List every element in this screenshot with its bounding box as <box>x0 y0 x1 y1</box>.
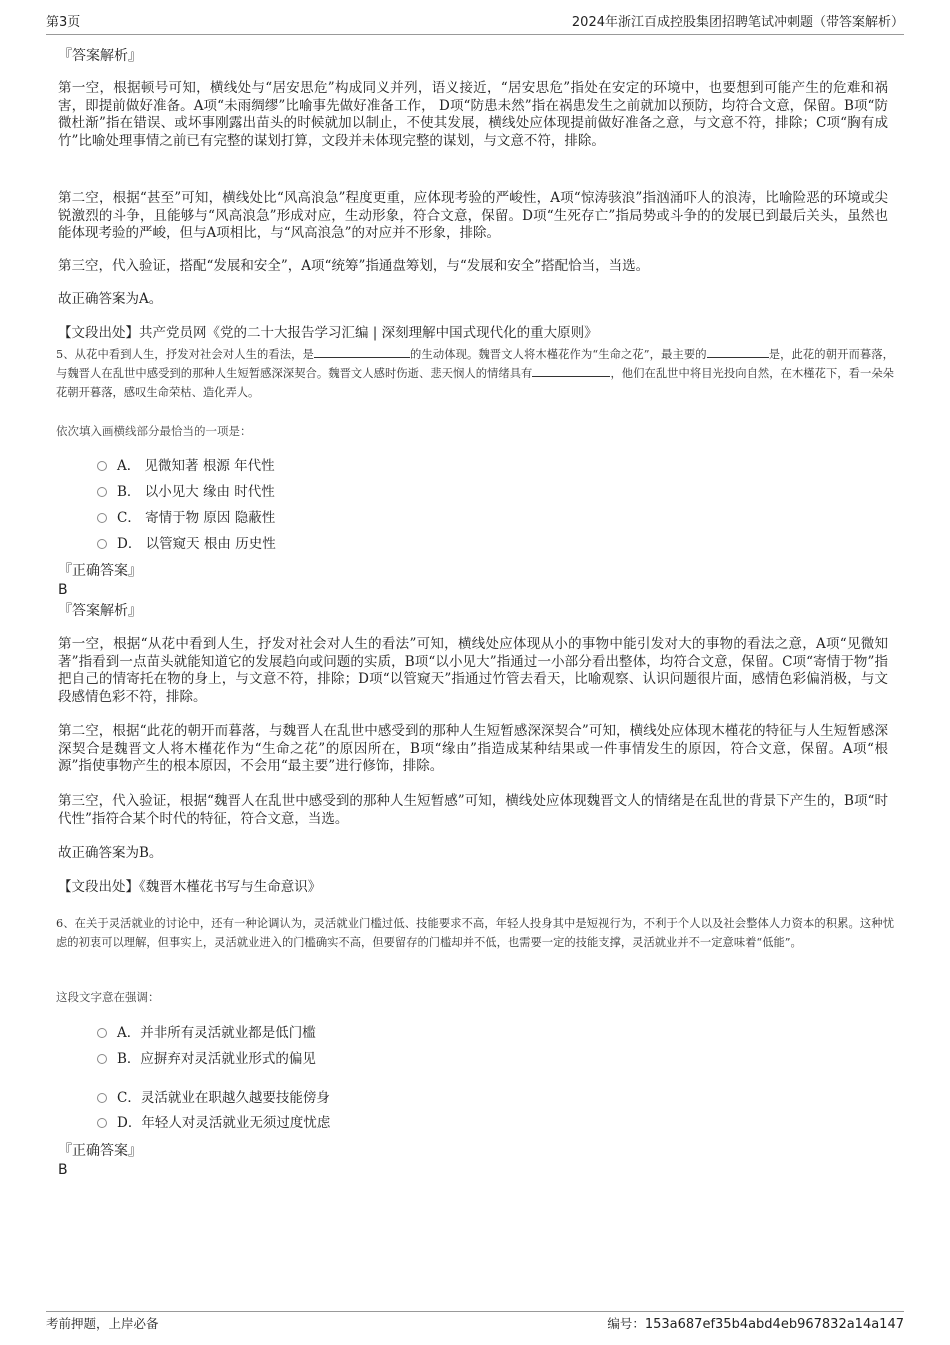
question-prompt: 依次填入画横线部分最恰当的一项是： <box>56 424 252 438</box>
radio-icon[interactable] <box>97 1054 107 1064</box>
page-header <box>46 12 904 35</box>
option-a[interactable]: A． 见微知著 根源 年代性 <box>97 457 275 475</box>
correct-answer: B <box>58 1162 68 1178</box>
analysis-paragraph: 第一空，根据“从花中看到人生，抒发对社会对人生的看法”可知，横线处应体现从小的事物中能引发对大的事物的看法之意，A项“见微知著”指看到一点苗头就能知道它的发展趋向或问题的实质，B项“以小见大”指通过一小部分看出整体，均符合文意，保留。C项“寄情于物”指把自己的情寄托在物的身上，与文意不符，排除；D项“以管窥天”指通过竹管去看天，比喻观察、认识问题很片面，感情色彩偏消极，与文段感情色彩不符，排除。 <box>58 636 888 705</box>
option-d[interactable]: D． 以管窥天 根由 历史性 <box>97 535 276 553</box>
option-a[interactable]: A．并非所有灵活就业都是低门槛 <box>97 1024 316 1042</box>
question-prompt: 这段文字意在强调： <box>56 990 160 1004</box>
page-number: 第3页 <box>46 15 81 30</box>
analysis-paragraph: 第三空，代入验证，根据“魏晋人在乱世中感受到的那种人生短暂感”可知，横线处应体现魏晋文人的情绪是在乱世的背景下产生的，B项“时代性”指符合某个时代的特征，符合文意，当选。 <box>58 793 888 827</box>
analysis-tag: 『答案解析』 <box>58 603 142 619</box>
option-c[interactable]: C．灵活就业在职越久越要技能傍身 <box>97 1089 330 1107</box>
radio-icon[interactable] <box>97 1118 107 1128</box>
radio-icon[interactable] <box>97 513 107 523</box>
document-code: 编号：153a687ef35b4abd4eb967832a14a147 <box>607 1316 904 1332</box>
radio-icon[interactable] <box>97 539 107 549</box>
source-note: 【文段出处】共产党员网《党的二十大报告学习汇编 | 深刻理解中国式现代化的重大原则》 <box>58 325 598 341</box>
analysis-tag: 『答案解析』 <box>58 48 142 64</box>
analysis-paragraph: 第二空，根据“此花的朝开而暮落，与魏晋人在乱世中感受到的那种人生短暂感深深契合”可知，横线处应体现木槿花的特征与人生短暂感深深契合是魏晋文人将木槿花作为“生命之花”的原因所在，B项“缘由”指造成某种结果或一件事情发生的原因，符合文意，保留。A项“根源”指使事物产生的根本原因，不会用“最主要”进行修饰，排除。 <box>58 723 888 775</box>
radio-icon[interactable] <box>97 461 107 471</box>
radio-icon[interactable] <box>97 1028 107 1038</box>
radio-icon[interactable] <box>97 1093 107 1103</box>
correct-answer-tag: 『正确答案』 <box>58 1143 142 1159</box>
question-5-stem: 5、从花中看到人生，抒发对社会对人生的看法，是 的生动体现。魏晋文人将木槿花作为“生命之花”，最主要的 是，此花的朝开而暮落，与魏晋人在乱世中感受到的那种人生短暂感深深契合。魏晋文人感时伤逝、悲天悯人的情绪具有 ，他们在乱世中将目光投向自然，在木槿花下，看一朵朵花朝开暮落，感叹生命荣枯、造化弄人。 <box>56 345 894 402</box>
footer-slogan: 考前押题，上岸必备 <box>46 1316 159 1331</box>
conclusion: 故正确答案为A。 <box>58 291 163 307</box>
source-note: 【文段出处】《魏晋木槿花书写与生命意识》 <box>58 879 322 895</box>
document-title: 2024年浙江百成控股集团招聘笔试冲刺题（带答案解析） <box>571 15 904 30</box>
analysis-paragraph: 第二空，根据“甚至”可知，横线处比“风高浪急”程度更重，应体现考验的严峻性，A项“惊涛骇浪”指汹涌吓人的浪涛，比喻险恶的环境或尖锐激烈的斗争，且能够与“风高浪急”形成对应，生动形象，符合文意，保留。D项“生死存亡”指局势或斗争的的发展已到最后关头，虽然也能体现考验的严峻，但与A项相比，与“风高浪急”的对应并不形象，排除。 <box>58 190 888 242</box>
radio-icon[interactable] <box>97 487 107 497</box>
analysis-paragraph: 第三空，代入验证，搭配“发展和安全”，A项“统筹”指通盘筹划，与“发展和安全”搭配恰当，当选。 <box>58 258 650 274</box>
option-b[interactable]: B． 以小见大 缘由 时代性 <box>97 483 275 501</box>
correct-answer: B <box>58 582 68 598</box>
page-footer <box>46 1311 904 1332</box>
conclusion: 故正确答案为B。 <box>58 845 163 861</box>
blank-line <box>314 345 410 358</box>
question-6-stem: 6、在关于灵活就业的讨论中，还有一种论调认为，灵活就业门槛过低、技能要求不高，年轻人投身其中是短视行为，不利于个人以及社会整体人力资本的积累。这种忧虑的初衷可以理解，但事实上，灵活就业进入的门槛确实不高，但要留存的门槛却并不低，也需要一定的技能支撑，灵活就业并不一定意味着“低能”。 <box>56 917 894 949</box>
blank-line <box>707 345 769 358</box>
analysis-paragraph: 第一空，根据顿号可知，横线处与“居安思危”构成同义并列，语义接近，“居安思危”指处在安定的环境中，也要想到可能产生的危难和祸害，即提前做好准备。A项“未雨绸缪”比喻事先做好准备工作， D项“防患未然”指在祸患发生之前就加以预防，均符合文意，保留。B项“防微杜渐”指在错误、或坏事刚露出苗头的时候就加以制止，不使其发展，横线处应体现提前做好准备之意，与文意不符，排除；C项“胸有成竹”比喻处理事情之前已有完整的谋划打算，文段并未体现完整的谋划，与文意不符，排除。 <box>58 80 888 149</box>
option-d[interactable]: D．年轻人对灵活就业无须过度忧虑 <box>97 1114 330 1132</box>
blank-line <box>532 364 610 377</box>
option-c[interactable]: C． 寄情于物 原因 隐蔽性 <box>97 509 275 527</box>
option-b[interactable]: B．应摒弃对灵活就业形式的偏见 <box>97 1050 316 1068</box>
correct-answer-tag: 『正确答案』 <box>58 563 142 579</box>
